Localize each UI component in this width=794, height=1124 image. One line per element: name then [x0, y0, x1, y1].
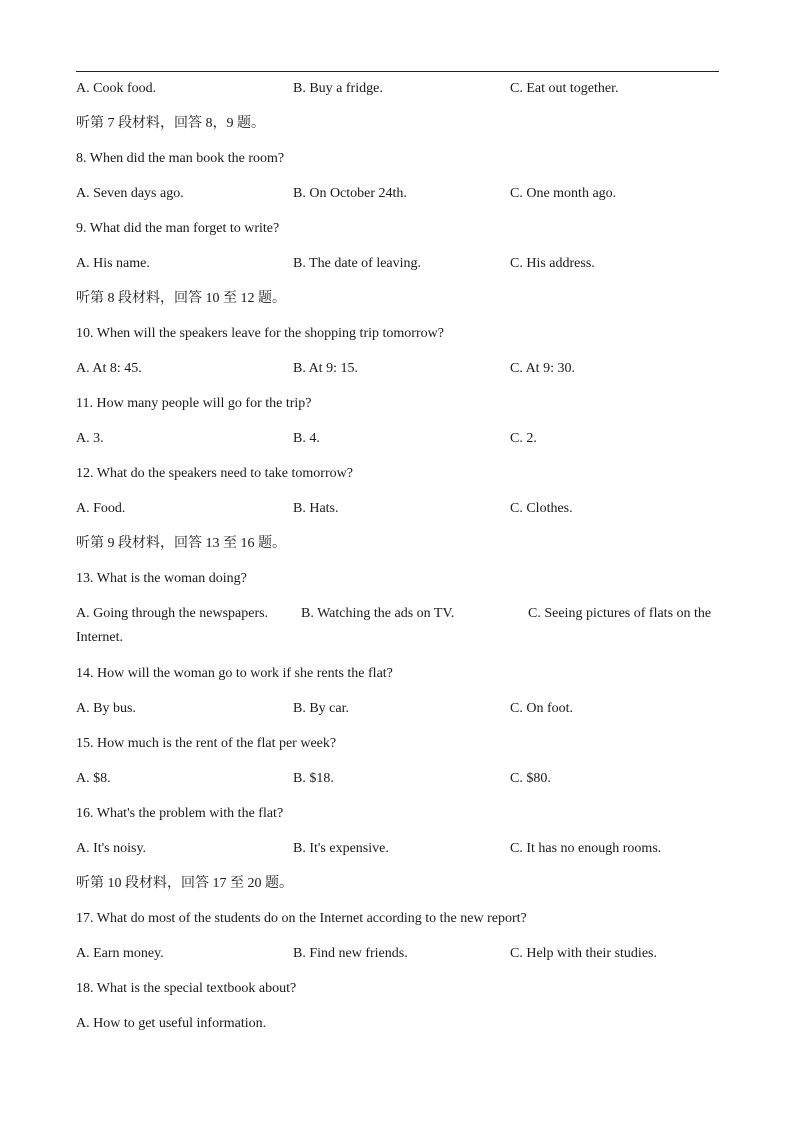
- option-b: B. 4.: [293, 431, 320, 446]
- option-a: A. $8.: [76, 771, 111, 786]
- option-b: B. $18.: [293, 771, 334, 786]
- option-a: A. Going through the newspapers.: [76, 606, 269, 621]
- question-text: 11. How many people will go for the trip?: [76, 396, 312, 411]
- option-b: B. Watching the ads on TV.: [301, 606, 455, 621]
- option-c: C. On foot.: [510, 701, 573, 716]
- section-instruction: 听第 9 段材料，回答 13 至 16 题。: [76, 536, 286, 551]
- section-instruction: 听第 10 段材料，回答 17 至 20 题。: [76, 876, 293, 891]
- question-text: 15. How much is the rent of the flat per week?: [76, 736, 337, 751]
- option-a: A. His name.: [76, 256, 150, 271]
- option-b: B. It's expensive.: [293, 841, 389, 856]
- option-c: C. One month ago.: [510, 186, 617, 201]
- option-c: C. It has no enough rooms.: [510, 841, 662, 856]
- option-a: A. Cook food.: [76, 81, 157, 96]
- option-c: C. Help with their studies.: [510, 946, 657, 961]
- option-c: C. At 9: 30.: [510, 361, 575, 376]
- option-a: A. 3.: [76, 431, 104, 446]
- option-a: A. By bus.: [76, 701, 136, 716]
- option-continuation: Internet.: [76, 630, 124, 645]
- question-text: 8. When did the man book the room?: [76, 151, 285, 166]
- option-b: B. By car.: [293, 701, 349, 716]
- option-c: C. Seeing pictures of flats on the: [528, 606, 712, 621]
- option-c: C. $80.: [510, 771, 551, 786]
- question-text: 16. What's the problem with the flat?: [76, 806, 284, 821]
- question-text: 18. What is the special textbook about?: [76, 981, 297, 996]
- option-c: C. Eat out together.: [510, 81, 619, 96]
- question-text: 13. What is the woman doing?: [76, 571, 247, 586]
- option-a: A. At 8: 45.: [76, 361, 142, 376]
- option-c: C. Clothes.: [510, 501, 573, 516]
- option-b: B. At 9: 15.: [293, 361, 358, 376]
- question-text: 14. How will the woman go to work if she rents the flat?: [76, 666, 393, 681]
- option-c: C. 2.: [510, 431, 537, 446]
- option-a: A. Seven days ago.: [76, 186, 184, 201]
- option-b: B. Buy a fridge.: [293, 81, 383, 96]
- option-text: A. How to get useful information.: [76, 1016, 267, 1031]
- option-a: A. Earn money.: [76, 946, 164, 961]
- option-a: A. It's noisy.: [76, 841, 147, 856]
- option-b: B. Find new friends.: [293, 946, 408, 961]
- option-a: A. Food.: [76, 501, 126, 516]
- option-c: C. His address.: [510, 256, 595, 271]
- section-instruction: 听第 7 段材料，回答 8，9 题。: [76, 116, 265, 131]
- option-b: B. On October 24th.: [293, 186, 407, 201]
- question-text: 10. When will the speakers leave for the shopping trip tomorrow?: [76, 326, 444, 341]
- section-instruction: 听第 8 段材料，回答 10 至 12 题。: [76, 291, 286, 306]
- option-b: B. The date of leaving.: [293, 256, 422, 271]
- question-text: 9. What did the man forget to write?: [76, 221, 280, 236]
- question-text: 17. What do most of the students do on the Internet according to the new report?: [76, 911, 527, 926]
- question-text: 12. What do the speakers need to take tomorrow?: [76, 466, 353, 481]
- header-rule: [76, 71, 719, 72]
- option-b: B. Hats.: [293, 501, 339, 516]
